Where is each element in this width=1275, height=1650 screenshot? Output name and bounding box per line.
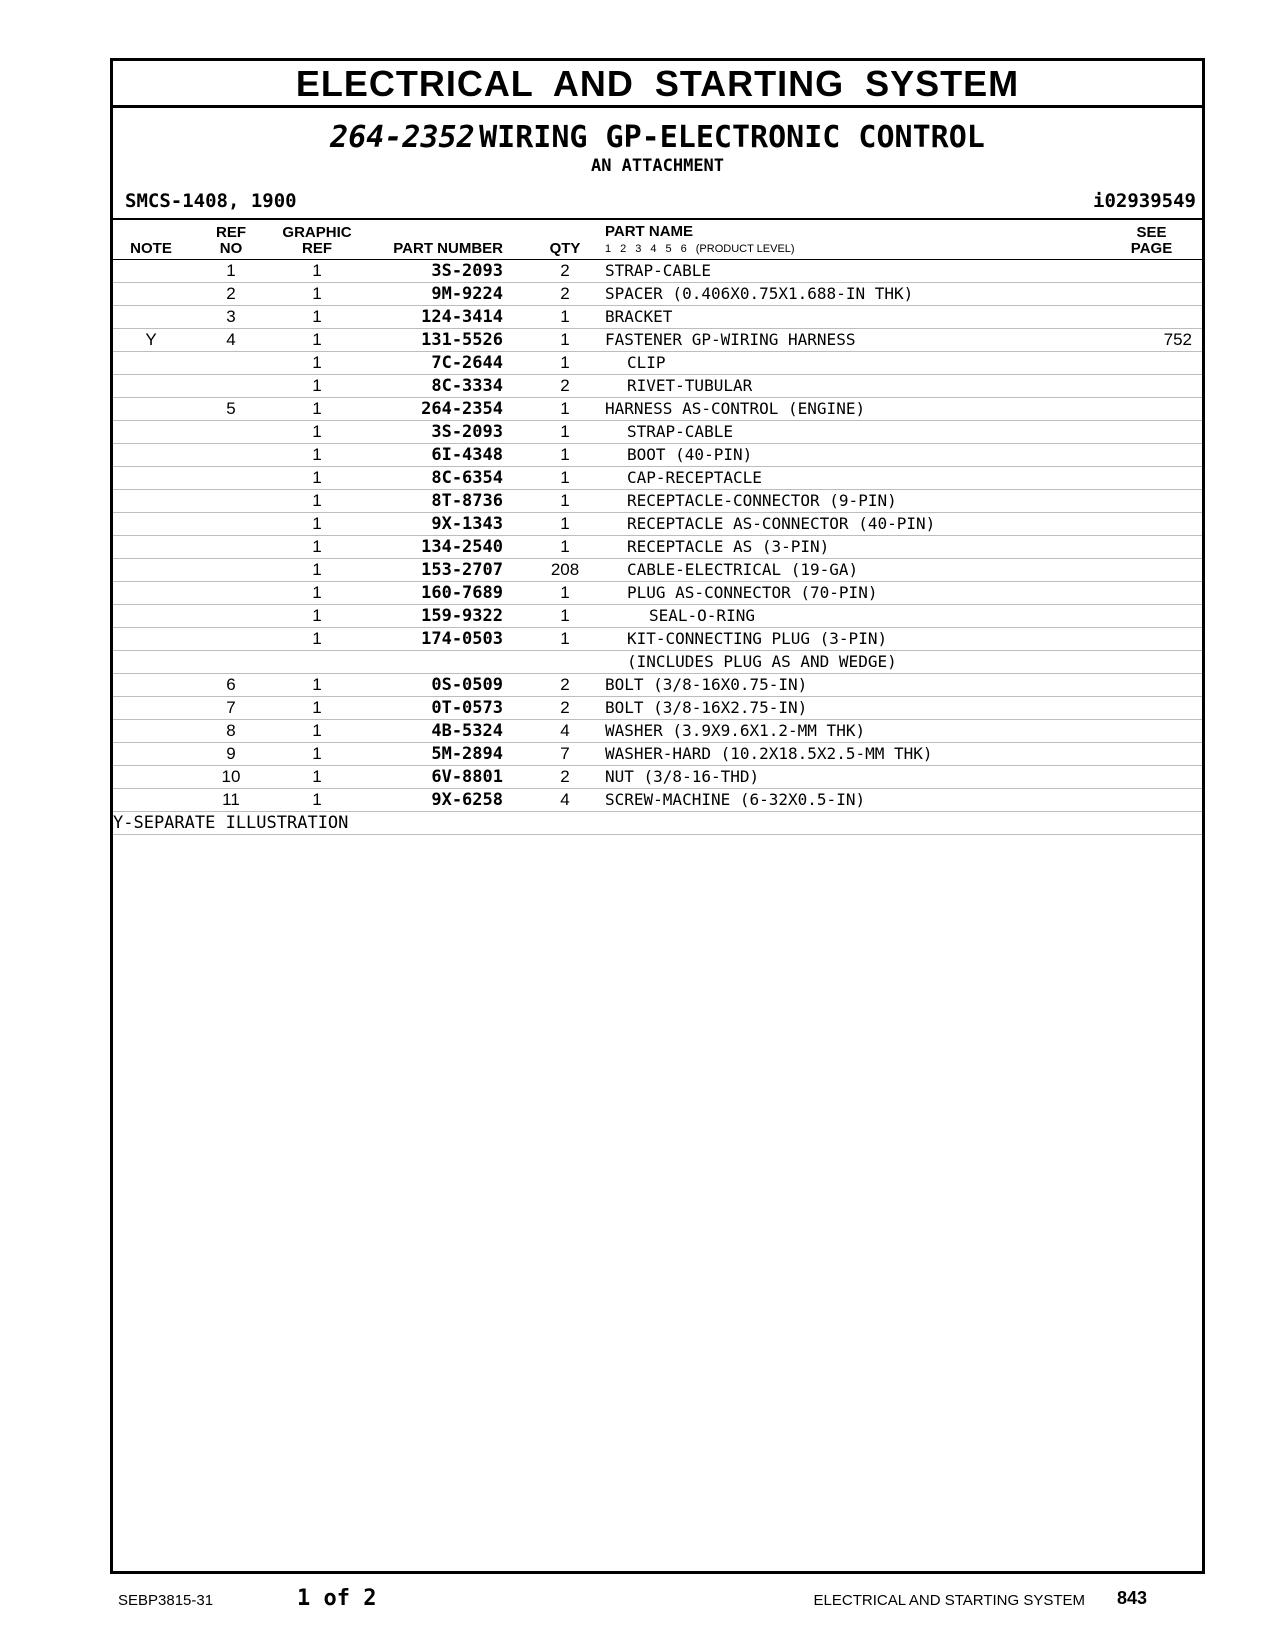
cell-note	[113, 696, 189, 719]
cell-part-name: FASTENER GP-WIRING HARNESS	[605, 328, 1101, 351]
cell-ref-no	[189, 558, 273, 581]
cell-see-page	[1101, 305, 1202, 328]
cell-ref-no: 2	[189, 282, 273, 305]
product-levels: 1 2 3 4 5 6 (PRODUCT LEVEL)	[605, 242, 795, 255]
cell-see-page	[1101, 604, 1202, 627]
cell-part-number: 0T-0573	[361, 696, 525, 719]
cell-part-name: STRAP-CABLE	[605, 259, 1101, 282]
cell-part-name: SPACER (0.406X0.75X1.688-IN THK)	[605, 282, 1101, 305]
cell-graphic-ref: 1	[273, 742, 361, 765]
cell-ref-no	[189, 351, 273, 374]
cell-part-name: RIVET-TUBULAR	[605, 374, 1101, 397]
cell-part-number: 174-0503	[361, 627, 525, 650]
table-row	[113, 627, 1202, 650]
table-row	[113, 558, 1202, 581]
smcs-code: SMCS-1408, 1900	[125, 190, 297, 212]
cell-see-page	[1101, 535, 1202, 558]
cell-qty: 1	[525, 627, 605, 650]
cell-note	[113, 581, 189, 604]
cell-part-number: 134-2540	[361, 535, 525, 558]
cell-part-number: 8C-6354	[361, 466, 525, 489]
cell-ref-no	[189, 374, 273, 397]
cell-note	[113, 282, 189, 305]
cell-note	[113, 466, 189, 489]
cell-graphic-ref: 1	[273, 512, 361, 535]
cell-ref-no: 6	[189, 673, 273, 696]
cell-qty: 208	[525, 558, 605, 581]
table-row	[113, 788, 1202, 811]
cell-ref-no: 5	[189, 397, 273, 420]
cell-graphic-ref: 1	[273, 328, 361, 351]
cell-qty: 1	[525, 305, 605, 328]
table-row	[113, 673, 1202, 696]
cell-see-page	[1101, 581, 1202, 604]
table-row	[113, 696, 1202, 719]
cell-qty: 1	[525, 328, 605, 351]
cell-part-name: KIT-CONNECTING PLUG (3-PIN)	[605, 627, 1101, 650]
cell-see-page	[1101, 489, 1202, 512]
cell-graphic-ref: 1	[273, 535, 361, 558]
table-row	[113, 535, 1202, 558]
cell-part-number: 9X-6258	[361, 788, 525, 811]
header-part-number: PART NUMBER	[393, 239, 503, 257]
cell-part-number: 8T-8736	[361, 489, 525, 512]
cell-part-number: 3S-2093	[361, 420, 525, 443]
cell-part-name: CLIP	[605, 351, 1101, 374]
cell-see-page: 752	[1101, 328, 1202, 351]
cell-note	[113, 765, 189, 788]
cell-graphic-ref	[273, 650, 361, 673]
cell-graphic-ref: 1	[273, 397, 361, 420]
cell-part-name: SEAL-O-RING	[605, 604, 1101, 627]
cell-see-page	[1101, 512, 1202, 535]
header-note: NOTE	[130, 239, 172, 257]
cell-qty: 4	[525, 719, 605, 742]
cell-qty: 1	[525, 466, 605, 489]
cell-qty: 2	[525, 259, 605, 282]
cell-qty: 2	[525, 765, 605, 788]
cell-part-name: RECEPTACLE-CONNECTOR (9-PIN)	[605, 489, 1101, 512]
cell-ref-no: 9	[189, 742, 273, 765]
page-of: 1 of 2	[297, 1586, 377, 1611]
footnote-row	[113, 811, 1202, 834]
cell-note	[113, 788, 189, 811]
table-row	[113, 443, 1202, 466]
cell-qty: 2	[525, 673, 605, 696]
cell-ref-no: 10	[189, 765, 273, 788]
table-row	[113, 604, 1202, 627]
table-row	[113, 742, 1202, 765]
meta-row	[113, 188, 1202, 218]
cell-ref-no	[189, 443, 273, 466]
cell-part-name: BOLT (3/8-16X0.75-IN)	[605, 673, 1101, 696]
header-ref-no: REF NO	[216, 223, 246, 257]
cell-ref-no	[189, 650, 273, 673]
cell-see-page	[1101, 466, 1202, 489]
cell-part-name: RECEPTACLE AS-CONNECTOR (40-PIN)	[605, 512, 1101, 535]
cell-note	[113, 512, 189, 535]
table-row	[113, 351, 1202, 374]
cell-part-number: 3S-2093	[361, 259, 525, 282]
cell-part-name: WASHER (3.9X9.6X1.2-MM THK)	[605, 719, 1101, 742]
cell-part-name: RECEPTACLE AS (3-PIN)	[605, 535, 1101, 558]
cell-part-name: HARNESS AS-CONTROL (ENGINE)	[605, 397, 1101, 420]
page-frame	[110, 58, 1205, 1574]
cell-ref-no	[189, 420, 273, 443]
cell-part-name: NUT (3/8-16-THD)	[605, 765, 1101, 788]
cell-graphic-ref: 1	[273, 788, 361, 811]
cell-part-number: 9X-1343	[361, 512, 525, 535]
cell-part-name: BRACKET	[605, 305, 1101, 328]
cell-note	[113, 374, 189, 397]
cell-see-page	[1101, 742, 1202, 765]
cell-see-page	[1101, 397, 1202, 420]
cell-part-number: 159-9322	[361, 604, 525, 627]
cell-graphic-ref: 1	[273, 604, 361, 627]
cell-part-number: 264-2354	[361, 397, 525, 420]
cell-graphic-ref: 1	[273, 627, 361, 650]
cell-note	[113, 604, 189, 627]
cell-see-page	[1101, 420, 1202, 443]
cell-graphic-ref: 1	[273, 282, 361, 305]
cell-ref-no	[189, 466, 273, 489]
cell-graphic-ref: 1	[273, 696, 361, 719]
cell-part-number: 7C-2644	[361, 351, 525, 374]
cell-see-page	[1101, 673, 1202, 696]
cell-qty: 4	[525, 788, 605, 811]
cell-see-page	[1101, 374, 1202, 397]
cell-see-page	[1101, 650, 1202, 673]
cell-qty: 2	[525, 374, 605, 397]
cell-part-name: PLUG AS-CONNECTOR (70-PIN)	[605, 581, 1101, 604]
cell-note	[113, 351, 189, 374]
cell-note	[113, 489, 189, 512]
table-row	[113, 581, 1202, 604]
cell-graphic-ref: 1	[273, 259, 361, 282]
cell-note	[113, 719, 189, 742]
group-subtitle: AN ATTACHMENT	[590, 156, 725, 176]
cell-note	[113, 558, 189, 581]
cell-part-number: 131-5526	[361, 328, 525, 351]
cell-ref-no	[189, 489, 273, 512]
table-row	[113, 719, 1202, 742]
cell-note	[113, 535, 189, 558]
cell-see-page	[1101, 443, 1202, 466]
cell-note	[113, 420, 189, 443]
parts-body	[113, 259, 1202, 834]
cell-see-page	[1101, 627, 1202, 650]
cell-part-name: CABLE-ELECTRICAL (19-GA)	[605, 558, 1101, 581]
cell-qty: 1	[525, 535, 605, 558]
table-row	[113, 328, 1202, 351]
cell-part-name: BOOT (40-PIN)	[605, 443, 1101, 466]
cell-ref-no: 3	[189, 305, 273, 328]
cell-part-number: 124-3414	[361, 305, 525, 328]
table-row	[113, 305, 1202, 328]
cell-see-page	[1101, 696, 1202, 719]
header-see-page: SEE PAGE	[1130, 223, 1173, 257]
cell-note	[113, 742, 189, 765]
cell-note	[113, 305, 189, 328]
cell-part-name: WASHER-HARD (10.2X18.5X2.5-MM THK)	[605, 742, 1101, 765]
cell-part-number: 9M-9224	[361, 282, 525, 305]
cell-graphic-ref: 1	[273, 374, 361, 397]
cell-qty: 7	[525, 742, 605, 765]
cell-qty: 1	[525, 443, 605, 466]
table-row	[113, 282, 1202, 305]
cell-qty: 1	[525, 512, 605, 535]
cell-graphic-ref: 1	[273, 581, 361, 604]
table-row	[113, 512, 1202, 535]
cell-part-number: 4B-5324	[361, 719, 525, 742]
cell-graphic-ref: 1	[273, 466, 361, 489]
cell-part-name: CAP-RECEPTACLE	[605, 466, 1101, 489]
table-row	[113, 259, 1202, 282]
cell-part-number: 160-7689	[361, 581, 525, 604]
cell-note: Y	[113, 328, 189, 351]
cell-ref-no	[189, 627, 273, 650]
cell-graphic-ref: 1	[273, 420, 361, 443]
cell-ref-no	[189, 604, 273, 627]
header-part-name: PART NAME 1 2 3 4 5 6 (PRODUCT LEVEL)	[605, 219, 1101, 259]
cell-see-page	[1101, 351, 1202, 374]
cell-part-name: (INCLUDES PLUG AS AND WEDGE)	[605, 650, 1101, 673]
cell-ref-no: 1	[189, 259, 273, 282]
cell-see-page	[1101, 719, 1202, 742]
cell-part-name: STRAP-CABLE	[605, 420, 1101, 443]
cell-part-number	[361, 650, 525, 673]
footer-section: ELECTRICAL AND STARTING SYSTEM	[813, 1592, 1085, 1609]
cell-ref-no	[189, 535, 273, 558]
cell-note	[113, 259, 189, 282]
page-footer	[0, 1586, 1275, 1614]
cell-qty	[525, 650, 605, 673]
cell-part-name: BOLT (3/8-16X2.75-IN)	[605, 696, 1101, 719]
page-number: 843	[1116, 1588, 1147, 1608]
cell-ref-no	[189, 512, 273, 535]
cell-graphic-ref: 1	[273, 443, 361, 466]
table-row	[113, 397, 1202, 420]
cell-ref-no	[189, 581, 273, 604]
table-row	[113, 466, 1202, 489]
cell-graphic-ref: 1	[273, 765, 361, 788]
cell-part-number: 5M-2894	[361, 742, 525, 765]
doc-number: SEBP3815-31	[118, 1592, 214, 1609]
cell-part-number: 6V-8801	[361, 765, 525, 788]
cell-ref-no: 7	[189, 696, 273, 719]
table-row	[113, 650, 1202, 673]
cell-qty: 1	[525, 351, 605, 374]
table-row	[113, 374, 1202, 397]
cell-note	[113, 627, 189, 650]
cell-note	[113, 397, 189, 420]
cell-see-page	[1101, 765, 1202, 788]
cell-qty: 1	[525, 397, 605, 420]
table-row	[113, 489, 1202, 512]
cell-qty: 2	[525, 282, 605, 305]
cell-ref-no: 11	[189, 788, 273, 811]
cell-qty: 1	[525, 420, 605, 443]
cell-see-page	[1101, 259, 1202, 282]
table-row	[113, 420, 1202, 443]
cell-qty: 2	[525, 696, 605, 719]
cell-graphic-ref: 1	[273, 673, 361, 696]
parts-table	[113, 218, 1202, 835]
footnote: Y-SEPARATE ILLUSTRATION	[113, 811, 1202, 834]
cell-qty: 1	[525, 489, 605, 512]
header-graphic-ref: GRAPHIC REF	[282, 223, 352, 257]
table-row	[113, 765, 1202, 788]
cell-graphic-ref: 1	[273, 719, 361, 742]
cell-graphic-ref: 1	[273, 489, 361, 512]
cell-part-name: SCREW-MACHINE (6-32X0.5-IN)	[605, 788, 1101, 811]
cell-graphic-ref: 1	[273, 558, 361, 581]
cell-see-page	[1101, 558, 1202, 581]
header-qty: QTY	[549, 239, 581, 257]
document-id: i02939549	[1093, 190, 1196, 212]
group-name: WIRING GP-ELECTRONIC CONTROL	[479, 120, 985, 155]
cell-note	[113, 443, 189, 466]
cell-note	[113, 650, 189, 673]
cell-part-number: 0S-0509	[361, 673, 525, 696]
group-title	[113, 120, 1202, 156]
cell-part-number: 6I-4348	[361, 443, 525, 466]
cell-see-page	[1101, 282, 1202, 305]
cell-part-number: 153-2707	[361, 558, 525, 581]
cell-part-number: 8C-3334	[361, 374, 525, 397]
cell-qty: 1	[525, 581, 605, 604]
cell-graphic-ref: 1	[273, 351, 361, 374]
cell-note	[113, 673, 189, 696]
cell-ref-no: 8	[189, 719, 273, 742]
cell-see-page	[1101, 788, 1202, 811]
table-header	[113, 219, 1202, 259]
cell-qty: 1	[525, 604, 605, 627]
cell-graphic-ref: 1	[273, 305, 361, 328]
cell-ref-no: 4	[189, 328, 273, 351]
group-number: 264-2352	[330, 120, 475, 155]
section-title: ELECTRICAL AND STARTING SYSTEM	[113, 61, 1202, 108]
